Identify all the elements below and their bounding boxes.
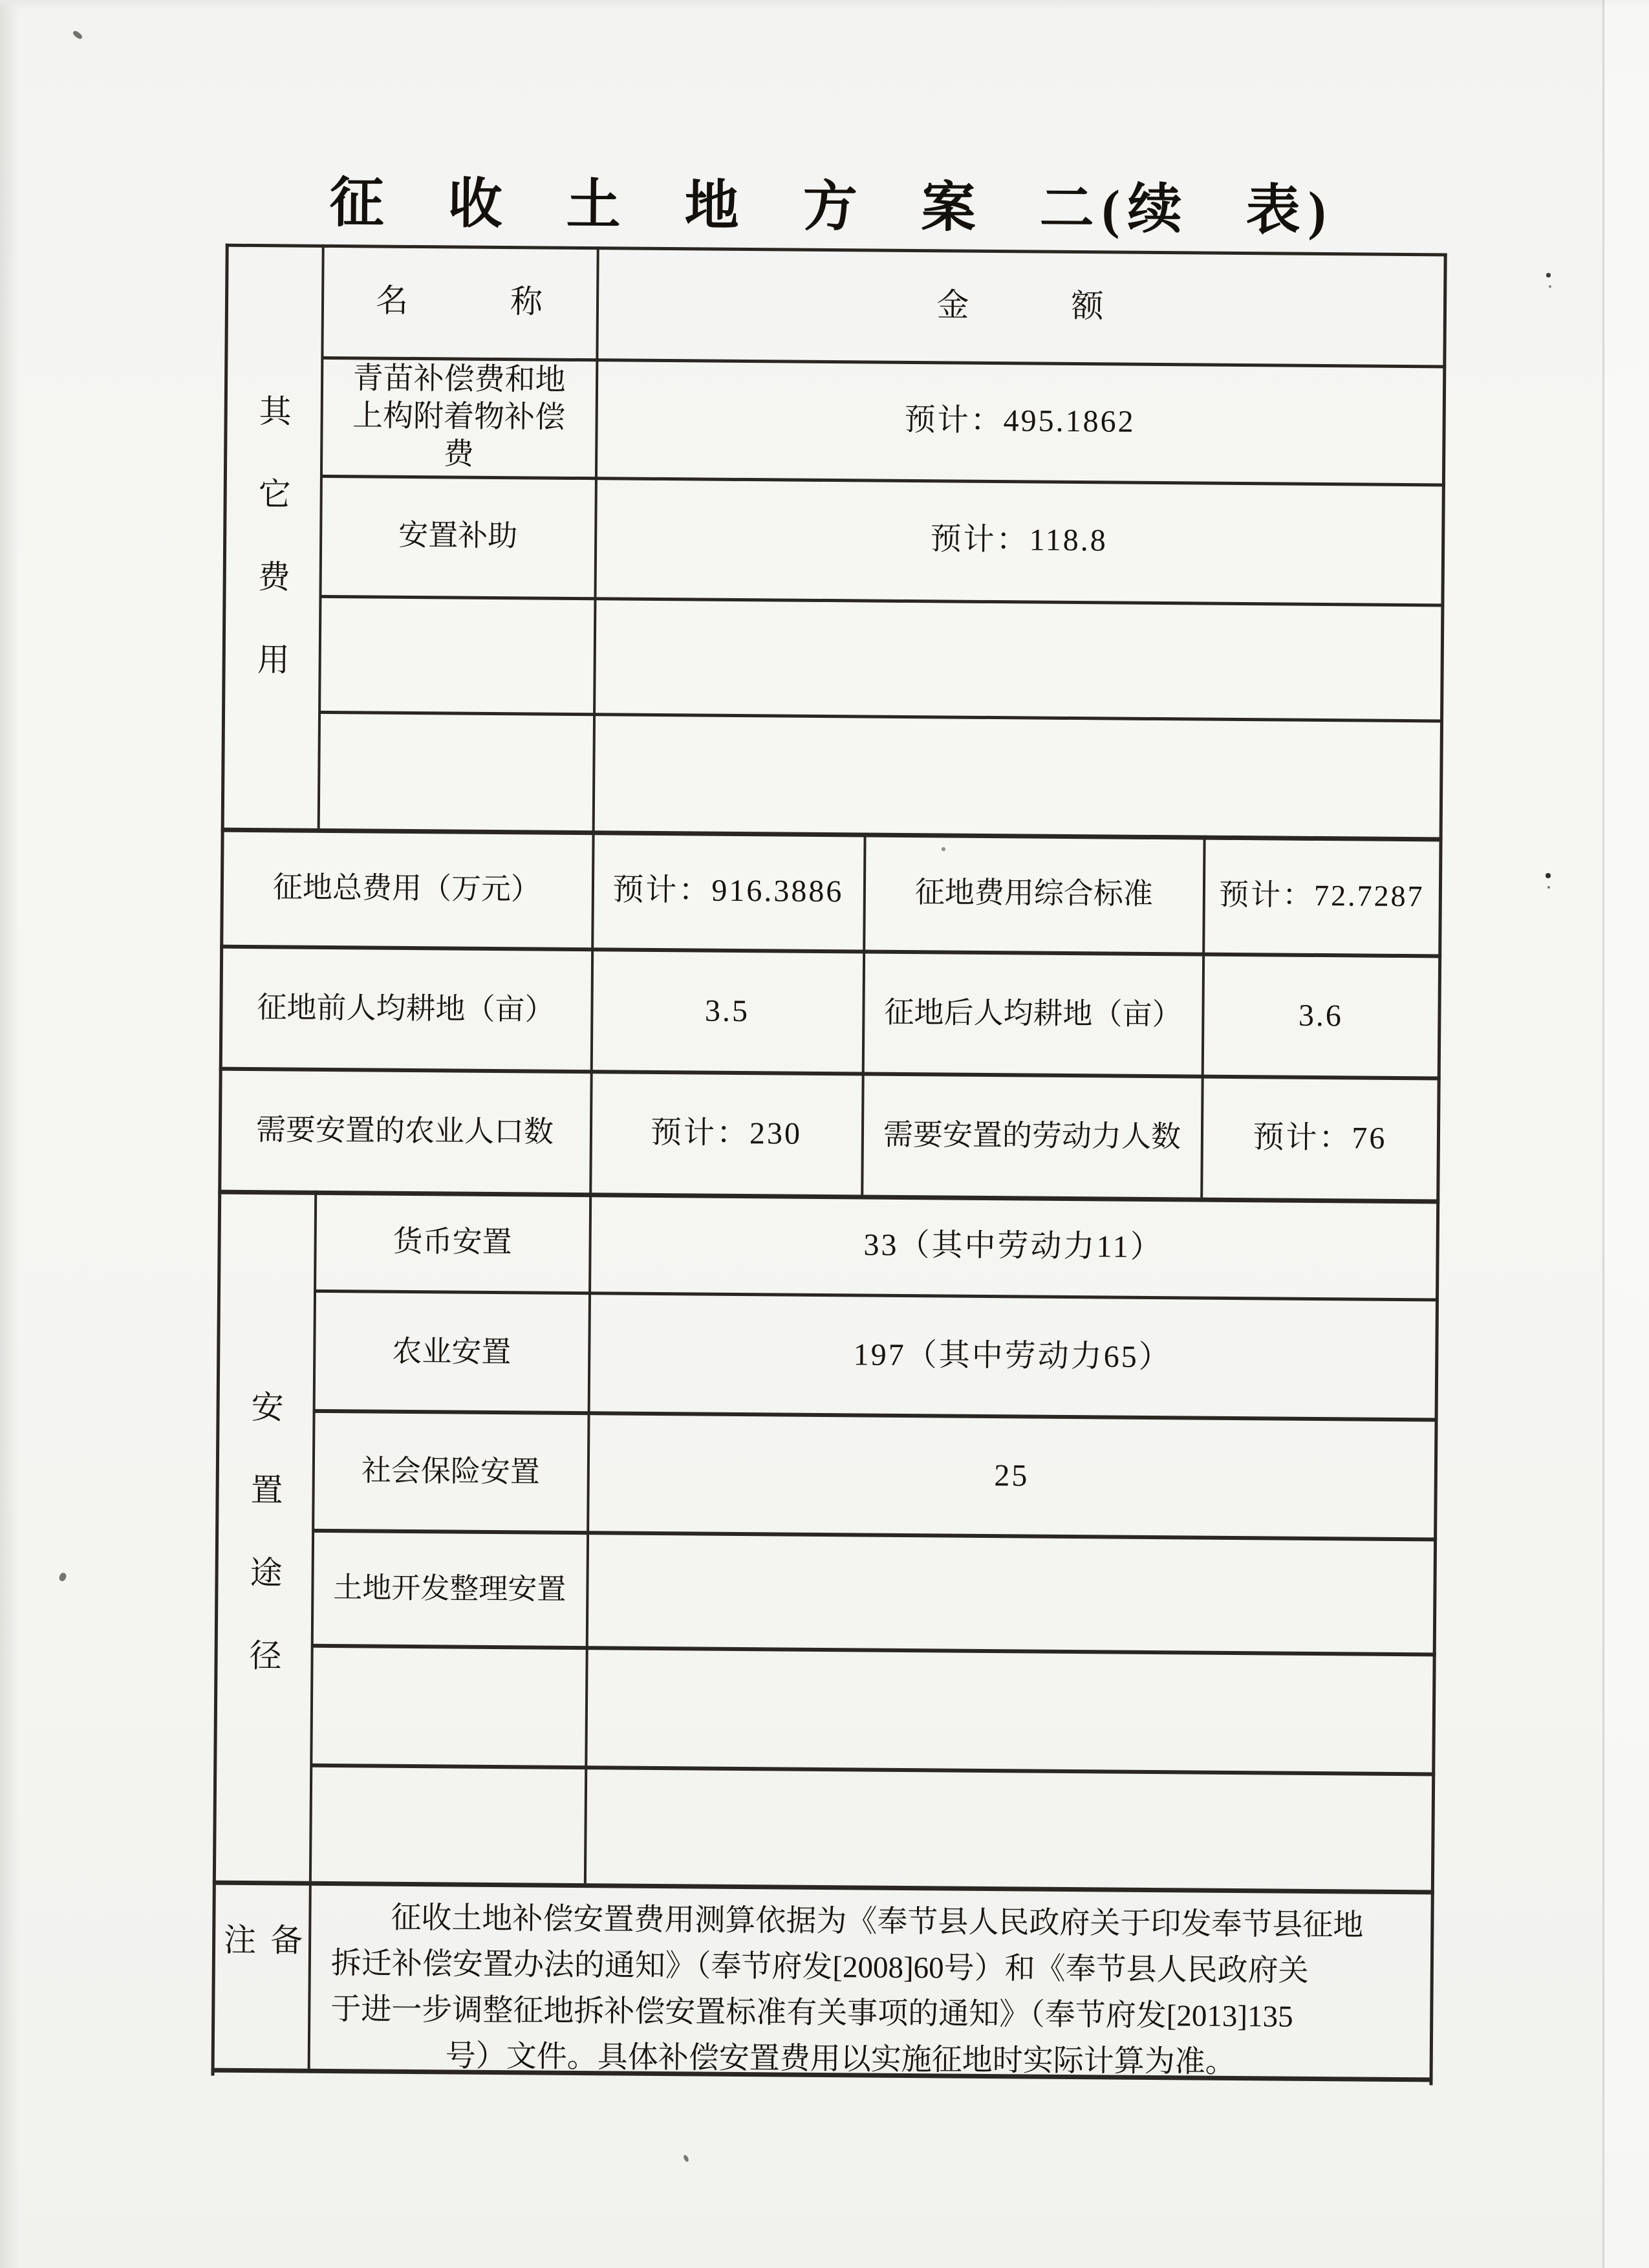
summary-value: 预计：72.7287 <box>1218 878 1425 913</box>
other-fees-row-name <box>321 714 592 827</box>
resettlement-row-name <box>313 1648 584 1764</box>
resettlement-row-name: 土地开发整理安置 <box>333 1571 566 1606</box>
section-label-text: 安置途径 <box>244 1389 283 1722</box>
resettlement-row-value: 197（其中劳动力65） <box>853 1337 1172 1374</box>
resettlement-row-name: 社会保险安置 <box>361 1454 541 1489</box>
remark-line: 于进一步调整征地拆补偿安置标准有关事项的通知》（奉节府发[2013]135 <box>330 1993 1293 2034</box>
other-fees-row-amount: 预计：118.8 <box>930 522 1108 558</box>
section-label-text: 备注 <box>218 1922 303 2044</box>
resettlement-row-value: 33（其中劳动力11） <box>863 1227 1163 1265</box>
other-fees-row-name <box>321 598 592 709</box>
resettlement-row-name: 农业安置 <box>392 1334 512 1368</box>
resettlement-row-value: 25 <box>994 1458 1029 1493</box>
other-fees-row-name: 安置补助 <box>398 519 518 553</box>
summary-label: 需要安置的农业人口数 <box>255 1113 554 1149</box>
resettlement-row-value <box>589 1535 1432 1651</box>
summary-value: 3.6 <box>1298 998 1344 1033</box>
summary-value: 预计：916.3886 <box>612 872 844 909</box>
column-header-name: 名 称 <box>375 282 544 320</box>
summary-label: 征地后人均耕地（亩） <box>884 995 1182 1031</box>
remark-line: 拆迁补偿安置办法的通知》（奉节府发[2008]60号）和《奉节县人民政府关 <box>330 1947 1309 1988</box>
summary-label: 需要安置的劳动力人数 <box>883 1118 1181 1154</box>
section-label-resettlement <box>216 1193 312 1879</box>
column-header-amount: 金 额 <box>936 286 1105 325</box>
page-title: 征 收 土 地 方 案 二(续 表) <box>329 173 1335 242</box>
summary-label: 征地总费用（万元） <box>272 870 541 906</box>
section-label-text: 其它费用 <box>252 393 291 725</box>
other-fees-row-amount <box>596 716 1439 834</box>
summary-label: 征地前人均耕地（亩） <box>257 990 555 1026</box>
section-label-remark <box>215 1884 307 2069</box>
other-fees-row-amount <box>596 600 1439 716</box>
section-label-other-fees <box>224 247 319 825</box>
resettlement-row-value <box>587 1769 1430 1888</box>
summary-value: 预计：230 <box>650 1115 803 1151</box>
summary-value: 预计：76 <box>1253 1120 1387 1156</box>
remark-text <box>311 1886 1431 2078</box>
remark-line: 号）文件。具体补偿安置费用以实施征地时实际计算为准。 <box>445 2039 1236 2080</box>
resettlement-row-value <box>588 1650 1431 1771</box>
resettlement-row-name: 货币安置 <box>393 1225 512 1259</box>
other-fees-row-amount: 预计：495.1862 <box>904 402 1136 439</box>
resettlement-row-name <box>312 1767 583 1882</box>
other-fees-row-name: 青苗补偿费和地上构附着物补偿费 <box>352 361 566 471</box>
remark-line: 征收土地补偿安置费用测算依据为《奉节县人民政府关于印发奉节县征地 <box>391 1901 1364 1943</box>
summary-label: 征地费用综合标准 <box>914 876 1154 911</box>
summary-value: 3.5 <box>704 993 750 1028</box>
